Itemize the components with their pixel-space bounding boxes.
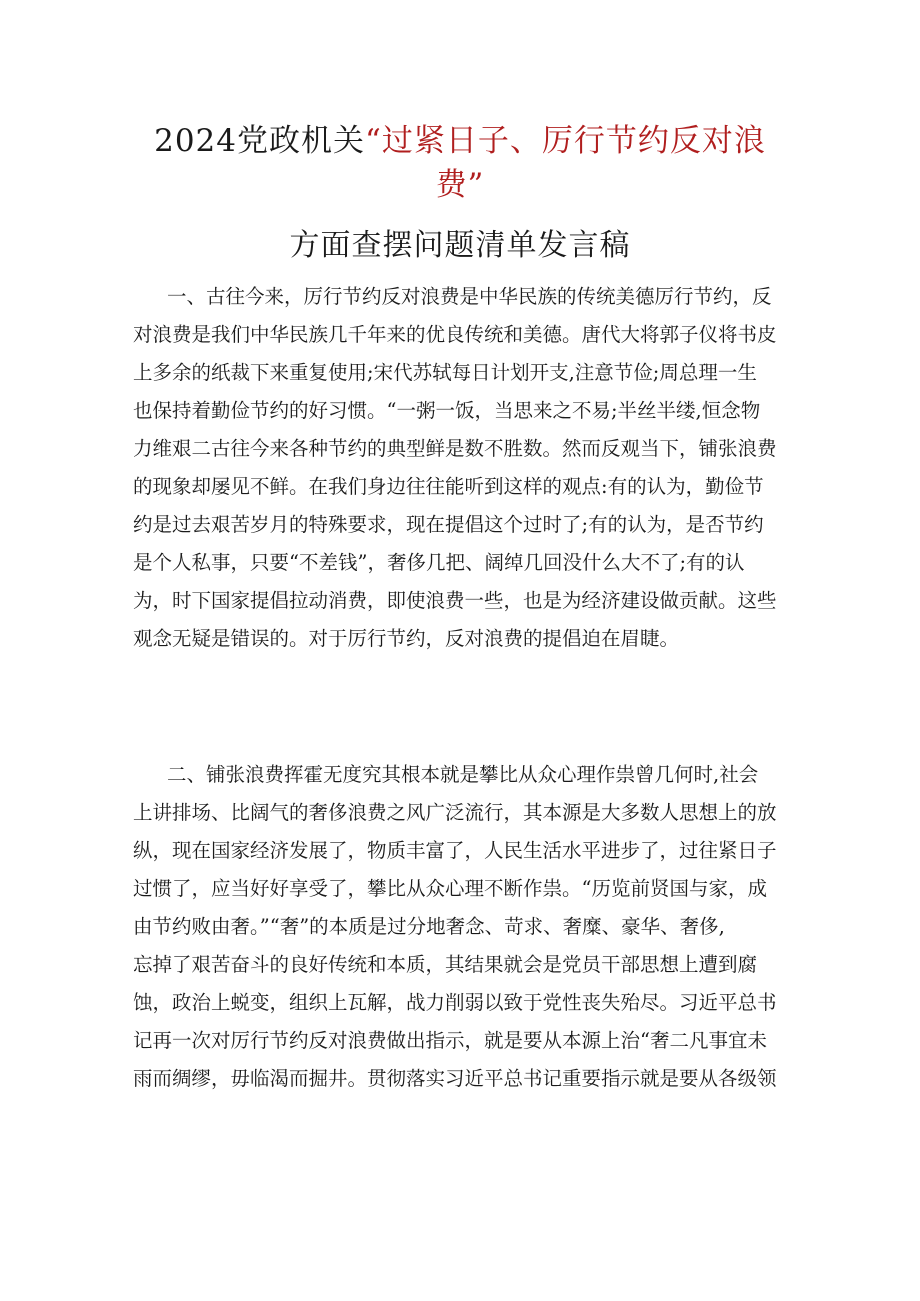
title-highlight-end: 费” <box>435 167 485 203</box>
text-line: 二、铺张浪费挥霍无度究其根本就是攀比从众心理作祟曾几何时,社会 <box>167 763 759 786</box>
subtitle: 方面查摆问题清单发言稿 <box>289 228 631 263</box>
text-line: 对浪费是我们中华民族几千年来的优良传统和美德。唐代大将郭子仪将书皮 <box>133 323 777 346</box>
text-line: 的现象却屡见不鲜。在我们身边往往能听到这样的观点:有的认为，勤俭节 <box>133 475 764 498</box>
text-line: 一、古往今来，厉行节约反对浪费是中华民族的传统美德厉行节约，反 <box>167 285 772 308</box>
text-line: 上讲排场、比阔气的奢侈浪费之风广泛流行，其本源是大多数人思想上的放 <box>133 801 777 824</box>
title-highlight: “过紧日子、厉行节约反对浪 <box>365 123 766 159</box>
text-line: 由节约败由奢。”“奢”的本质是过分地奢念、苛求、奢糜、豪华、奢侈, <box>133 915 725 938</box>
text-line: 过惯了，应当好好享受了，攀比从众心理不断作祟。“历览前贤国与家，成 <box>133 877 767 900</box>
text-line: 纵，现在国家经济发展了，物质丰富了，人民生活水平进步了，过往紧日子 <box>133 839 777 862</box>
text-line: 蚀，政治上蜕变，组织上瓦解，战力削弱以致于党性丧失殆尽。习近平总书 <box>133 991 777 1014</box>
title-line-2 <box>0 163 920 207</box>
text-line: 观念无疑是错误的。对于厉行节约，反对浪费的提倡迫在眉睫。 <box>133 627 680 650</box>
text-line: 约是过去艰苦岁月的特殊要求，现在提倡这个过时了;有的认为，是否节约 <box>133 513 764 536</box>
text-line: 也保持着勤俭节约的好习惯。“一粥一饭，当思来之不易;半丝半缕,恒念物 <box>133 399 761 422</box>
text-line: 记再一次对厉行节约反对浪费做出指示，就是要从本源上治“奢二凡事宜未 <box>133 1029 767 1052</box>
text-line: 雨而绸缪，毋临渴而掘井。贯彻落实习近平总书记重要指示就是要从各级领 <box>133 1067 777 1090</box>
paragraph-2 <box>133 756 793 1098</box>
text-line: 力维艰二古往今来各种节约的典型鲜是数不胜数。然而反观当下，铺张浪费 <box>133 437 777 460</box>
text-line: 为，时下国家提倡拉动消费，即使浪费一些，也是为经济建设做贡献。这些 <box>133 589 777 612</box>
title-line-1 <box>0 119 920 163</box>
text-line: 上多余的纸裁下来重复使用;宋代苏轼每日计划开支,注意节俭;周总理一生 <box>133 361 757 384</box>
text-line: 是个人私事，只要“不差钱”，奢侈几把、阔绰几回没什么大不了;有的认 <box>133 551 745 574</box>
title-prefix: 2024党政机关 <box>154 123 366 159</box>
text-line: 忘掉了艰苦奋斗的良好传统和本质，其结果就会是党员干部思想上遭到腐 <box>133 953 758 976</box>
paragraph-1 <box>133 278 793 658</box>
